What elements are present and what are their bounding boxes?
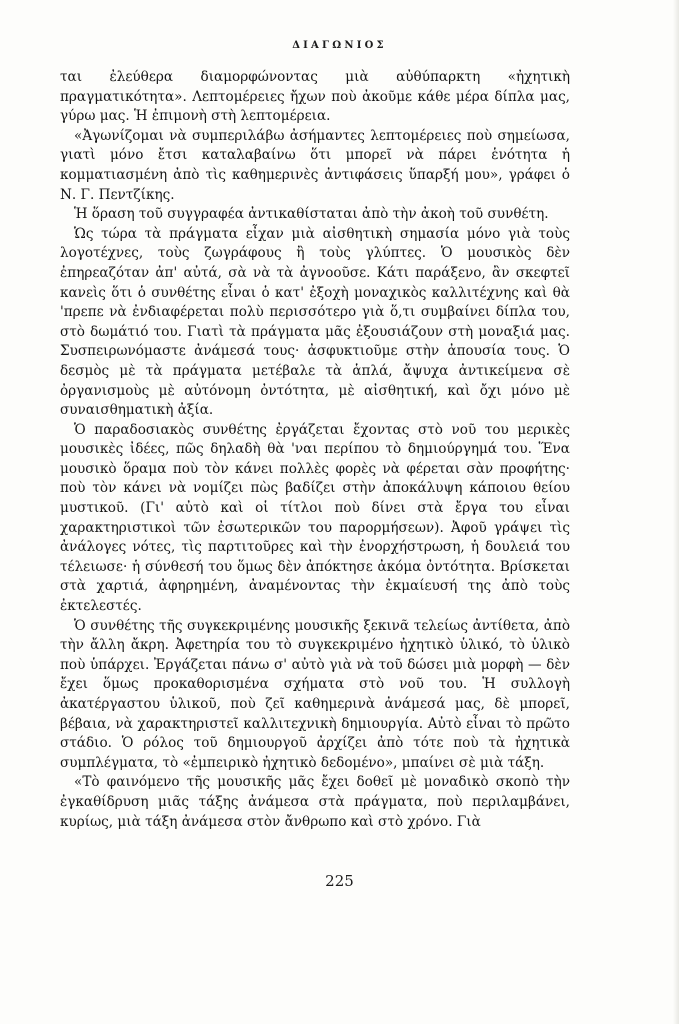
body-text xyxy=(60,68,570,832)
page-number: 225 xyxy=(325,872,354,890)
paragraph: Ὁ συνθέτης τῆς συγκεκριμένης μουσικῆς ξεκινᾶ τελείως ἀντίθετα, ἀπὸ τὴν ἄλλη ἄκρη. Ἀφετηρία του τὸ συγκεκριμένο ἠχητικὸ ὑλικό, τὸ ὑλικὸ ποὺ ὑπάρχει. Ἐργάζεται πάνω σ' αὐτὸ γιὰ νὰ τοῦ δώσει μιὰ μορφὴ — δὲν ἔχει ὅμως προκαθορισμένα σχήματα στὸ νοῦ του. Ἡ συλλογὴ ἀκατέργαστου ὑλικοῦ, ποὺ ζεῖ καθημερινὰ ἀνάμεσά μας, δὲ μπορεῖ, βέβαια, νὰ χαρακτηριστεῖ καλλιτεχνικὴ δημιουργία. Αὐτὸ εἶναι τὸ πρῶτο στάδιο. Ὁ ρόλος τοῦ δημιουργοῦ ἀρχίζει ἀπὸ τότε ποὺ τὰ ἠχητικὰ συμπλέγματα, τὸ «ἐμπειρικὸ ἠχητικὸ δεδομένο», μπαίνει σὲ μιὰ τάξη. xyxy=(60,617,570,771)
paragraph: Ὁ παραδοσιακὸς συνθέτης ἐργάζεται ἔχοντας στὸ νοῦ του μερικὲς μουσικὲς ἰδέες, πῶς δηλαδὴ θὰ 'ναι περίπου τὸ δημιούργημά του. Ἕνα μουσικὸ ὅραμα ποὺ τὸν κάνει πολλὲς φορὲς νὰ φέρεται σὰν προφήτης· ποὺ τὸν κάνει νὰ νομίζει πὼς βαδίζει στὴν ἀποκάλυψη κάποιου θείου μυστικοῦ. (Γι' αὐτὸ καὶ οἱ τίτλοι ποὺ δίνει στὰ ἔργα του εἶναι χαρακτηριστικοὶ τῶν ἐσωτερικῶν του παρορμήσεων). Ἀφοῦ γράψει τὶς ἀνάλογες νότες, τὶς παρτιτοῦρες καὶ τὴν ἐνορχήστρωση, ἡ δουλειά του τέλειωσε· ἡ σύνθεσή του ὅμως δὲν ἀπόκτησε ἀκόμα ὀντότητα. Βρίσκεται στὰ χαρτιά, ἀφηρημένη, ἀναμένοντας τὴν ἐκμαίευσή της ἀπὸ τοὺς ἐκτελεστές. xyxy=(60,421,570,615)
paragraph: «Τὸ φαινόμενο τῆς μουσικῆς μᾶς ἔχει δοθεῖ μὲ μοναδικὸ σκοπὸ τὴν ἐγκαθίδρυση μιᾶς τάξης ἀνάμεσα στὰ πράγματα, ποὺ περιλαμβάνει, κυρίως, μιὰ τάξη ἀνάμεσα στὸν ἄνθρωπο καὶ στὸ χρόνο. Γιὰ xyxy=(60,774,570,830)
paragraph: Ἡ ὅραση τοῦ συγγραφέα ἀντικαθίσταται ἀπὸ τὴν ἀκοὴ τοῦ συνθέτη. xyxy=(74,206,549,223)
scan-edge-shadow xyxy=(673,0,679,1024)
paragraph: «Ἀγωνίζομαι νὰ συμπεριλάβω ἀσήμαντες λεπτομέρειες ποὺ σημείωσα, γιατὶ μόνο ἔτσι καταλαβαίνω ὅτι μπορεῖ νὰ πάρει ἑνότητα ἡ κομματιασμένη ἀπὸ τὶς καθημερινὲς ἀντιφάσεις ὕπαρξή μου», γράφει ὁ Ν. Γ. Πεντζίκης. xyxy=(60,127,570,203)
paragraph: Ὡς τώρα τὰ πράγματα εἶχαν μιὰ αἰσθητικὴ σημασία μόνο γιὰ τοὺς λογοτέχνες, τοὺς ζωγράφους ἢ τοὺς γλύπτες. Ὁ μουσικὸς δὲν ἐπηρεαζόταν ἀπ' αὐτά, σὰ νὰ τὰ ἀγνοοῦσε. Κάτι παράξενο, ἂν σκεφτεῖ κανεὶς ὅτι ὁ συνθέτης εἶναι ὁ κατ' ἐξοχὴ μοναχικὸς καλλιτέχνης καὶ θὰ 'πρεπε νὰ ἐνδιαφέρεται πολὺ περισσότερο γιὰ ὅ,τι συμβαίνει δίπλα του, στὸ δωμάτιό του. Γιατὶ τὰ πράγματα μᾶς ἐξουσιάζουν στὴ μοναξιά μας. Συσπειρωνόμαστε ἀνάμεσά τους· ἀσφυκτιοῦμε στὴν ἀπουσία τους. Ὁ δεσμὸς μὲ τὰ πράγματα μετέβαλε τὰ ἁπλά, ἄψυχα ἀντικείμενα σὲ ὀργανισμοὺς μὲ αὐτόνομη ὀντότητα, μὲ αἰσθητική, καὶ ὄχι μόνο μὲ συναισθηματικὴ ἀξία. xyxy=(60,225,570,419)
paragraph: ται ἐλεύθερα διαμορφώνοντας μιὰ αὐθύπαρκτη «ἠχητικὴ πραγματικότητα». Λεπτομέρειες ἤχων ποὺ ἀκοῦμε κάθε μέρα δίπλα μας, γύρω μας. Ἡ ἐπιμονὴ στὴ λεπτομέρεια. xyxy=(60,69,570,125)
running-head: ΔΙΑΓΩΝΙΟΣ xyxy=(292,40,387,51)
